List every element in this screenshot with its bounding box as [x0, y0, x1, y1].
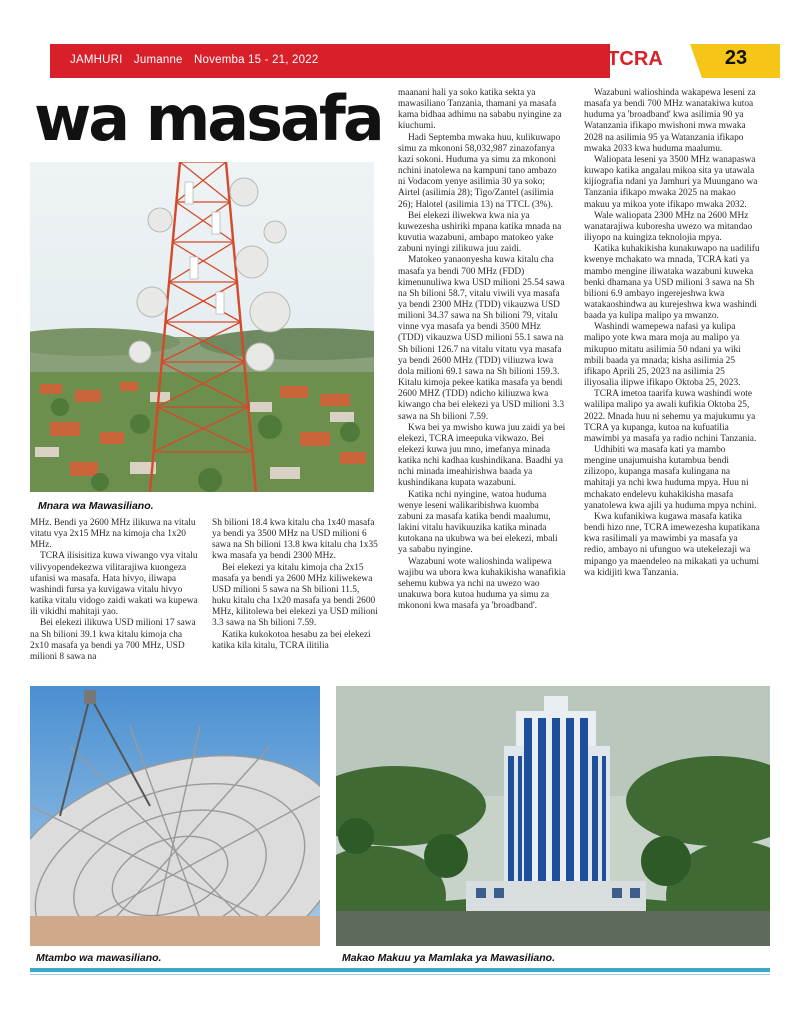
paragraph: maanani hali ya soko katika sekta ya mawasiliano Tanzania, thamani ya masafa kama bidhaa adhimu na sababu nyingine za kiuchumi.	[398, 88, 562, 132]
article-column-2	[212, 518, 378, 652]
paragraph: Wale waliopata 2300 MHz na 2600 MHz wanatarajiwa kuboresha uwezo wa mitandao iliyopo na kuingiza teknolojia mpya.	[584, 210, 753, 244]
paragraph: Bei elekezi ya kitalu kimoja cha 2x15 masafa ya bendi ya 2600 MHz kiliwekewa USD milioni 5 sawa na Sh bilioni 11.5, huku kitalu cha 1x20 masafa ya bendi 2600 MHz, kilitolewa bei elekezi ya USD milioni 3.3 sawa na Sh bilioni 7.59.	[212, 562, 378, 629]
paragraph: TCRA ilisisitiza kuwa viwango vya vitalu vilivyopendekezwa vilitarajiwa kuongeza ufanisi wa masafa. Hata hivyo, iliwapa washindi fursa ya kuvigawa vitalu hivyo katika vitalu vidogo zaidi wakati wa kupewa ili vikidhi mahitaji yao.	[30, 551, 198, 618]
footer-rule	[30, 968, 770, 972]
tower-caption: Mnara wa Mawasiliano.	[38, 500, 154, 512]
paragraph: Katika nchi nyingine, watoa huduma wenye leseni walikaribishwa kuomba zabuni za masafa katika bendi maalumu, lakini vitalu havikuuzika katika minada kutokana na ukubwa wa bei elekezi, mbali ya sababu nyingine.	[398, 489, 558, 556]
building-photo	[336, 686, 770, 946]
dish-photo	[30, 686, 320, 946]
paragraph: Wazabuni walioshinda wakapewa leseni za masafa ya bendi 700 MHz wanatakiwa kutoa huduma ya 'broadband' kwa asilimia 90 ya Watanzania ifikapo mwishoni mwa mwaka 2028 na asilimia 95 ya Watanzania ifikapo mwaka 2033 kwa huduma maalumu.	[584, 88, 756, 154]
dish-caption: Mtambo wa mawasiliano.	[36, 952, 162, 964]
paragraph: Kwa kufanikiwa kugawa masafa katika bendi hizo nne, TCRA imewezesha kupatikana kwa rasilimali ya mawimbi ya masafa ya redio, ambayo ni ufunguo wa utekelezaji wa mipango ya maendeleo na mikakati ya uchumi wa kidijiti kwa Tanzania.	[584, 511, 760, 578]
paragraph: Kwa bei ya mwisho kuwa juu zaidi ya bei elekezi, TCRA imeepuka vikwazo. Bei elekezi kuwa juu mno, imefanya minada katika nchi kadhaa kushindikana. Baadhi ya nchi minada imeahirishwa baada ya kushindikana kupata wazabuni.	[398, 422, 566, 489]
paragraph: TCRA imetoa taarifa kuwa washindi wote walilipa malipo ya awali kufikia Oktoba 25, 2022. Mnada huu ni sehemu ya majukumu ya TCRA ya kupanga, kutoa na kufuatilia mawimbi ya masafa ya radio nchini Tanzania.	[584, 389, 757, 444]
header-info	[70, 54, 326, 66]
paragraph: Matokeo yanaonyesha kuwa kitalu cha masafa ya bendi 700 MHz (FDD) kimenunuliwa kwa USD milioni 25.54 sawa na Sh bilioni 58.7, vitalu viwili vya masafa ya bendi 2300 MHz (TDD) vikauzwa USD milioni 34.37 sawa na Sh bilioni 79, vitalu vinne vya masafa ya bendi 3500 MHz (TDD) vikauzwa USD milioni 55.1 sawa na Sh bilioni 126.7 na vitalu vitatu vya masafa ya bendi 2600 MHz (TDD) viliuzwa kwa dola milioni 69.1 sawa na Sh bilioni 159.3. Kitalu kimoja pekee katika masafa ya bendi 2600 MHZ (TDD) ndicho kiliuzwa kwa kiwango cha bei elekezi ya USD milioni 3.3 sawa na Sh bilioni 7.59.	[398, 255, 565, 422]
building-caption: Makao Makuu ya Mamlaka ya Mawasiliano.	[342, 952, 556, 964]
paragraph: Udhibiti wa masafa kati ya mambo mengine unajumuisha kutambua bendi zilizopo, kupanga masafa kulingana na mahitaji ya nchi kwa huduma mpya. Huu ni mchakato endelevu kuhakikisha masafa yanatolewa kwa ajili ya huduma mpya nchini.	[584, 445, 757, 511]
paragraph: Bei elekezi iliwekwa kwa nia ya kuwezesha ushiriki mpana katika mnada na kuvutia wazabuni, ambapo matokeo yake zabuni nyingi zilikuwa juu zaidi.	[398, 210, 562, 255]
footer-rule-thin	[30, 974, 770, 975]
tower-photo	[30, 162, 374, 492]
page-number: 23	[724, 47, 748, 69]
paragraph: MHz. Bendi ya 2600 MHz ilikuwa na vitalu vitatu vya 2x15 MHz na kimoja cha 1x20 MHz.	[30, 518, 196, 551]
issue-date: Novemba 15 - 21, 2022	[194, 54, 319, 66]
paragraph: Katika kukokotoa hesabu za bei elekezi katika kila kitalu, TCRA ilitilia	[212, 629, 371, 651]
paragraph: Hadi Septemba mwaka huu, kulikuwapo simu za mkononi 58,032,987 zinazofanya kazi sokoni. Huduma ya simu za mkononi nchini inatolewa na kampuni tano ambazo ni Vodacom yenye asilimia 30 ya soko; Airtel (asilimia 28); Tigo/Zantel (asilimia 26); Halotel (asilimia 13) na TTCL (3%).	[398, 132, 561, 210]
paragraph: Bei elekezi ilikuwa USD milioni 17 sawa na Sh bilioni 39.1 kwa kitalu kimoja cha 2x10 masafa ya bendi ya 700 MHz, USD milioni 8 sawa na	[30, 618, 196, 662]
headline: wa masafa	[34, 82, 382, 155]
paragraph: Wazabuni wote walioshinda walipewa wajibu wa ubora kwa kuhakikisha wanafikia sehemu kubwa ya nchi na uwezo wao unakuwa bora kutoa huduma ya simu za mkononi kwa masafa ya 'broadband'.	[398, 556, 566, 612]
article-column-3	[398, 88, 566, 612]
article-column-4	[584, 88, 760, 579]
paragraph: Sh bilioni 18.4 kwa kitalu cha 1x40 masafa ya bendi ya 3500 MHz na USD milioni 6 sawa na Sh bilioni 13.8 kwa kitalu cha 1x35 kwa masafa ya bendi 2300 MHz.	[212, 518, 378, 562]
issue-day: Jumanne	[133, 54, 183, 66]
section-logo: TCRA	[607, 48, 663, 70]
paragraph: Waliopata leseni ya 3500 MHz wanapaswa kuwapo katika angalau mikoa sita ya utawala kijiografia ndani ya Jamhuri ya Muungano wa Tanzania ifikapo mwaka 2025 na makao makuu ya mikoa yote ifikapo mwaka 2032.	[584, 154, 758, 210]
paragraph: Washindi wamepewa nafasi ya kulipa malipo yote kwa mara moja au malipo ya mikupuo mitatu asilimia 50 ndani ya wiki mbili baada ya mnada; kisha asilimia 25 ifikapo Aprili 25, 2023 na asilimia 25 iliyosalia ilipwe ifikapo Oktoba 25, 2023.	[584, 322, 741, 389]
paragraph: Katika kuhakikisha kunakuwapo na uadilifu kwenye mchakato wa mnada, TCRA kati ya mambo mengine iliwataka wazabuni kuweka benki dhamana ya USD milioni 3 sawa na Sh bilioni 6.9 ambayo ingerejeshwa kwa watakaoshindwa au kurejeshwa kwa washindi baada ya kulipa malipo ya mwanzo.	[584, 244, 760, 322]
publication-name: JAMHURI	[70, 54, 123, 66]
article-column-1	[30, 518, 200, 663]
